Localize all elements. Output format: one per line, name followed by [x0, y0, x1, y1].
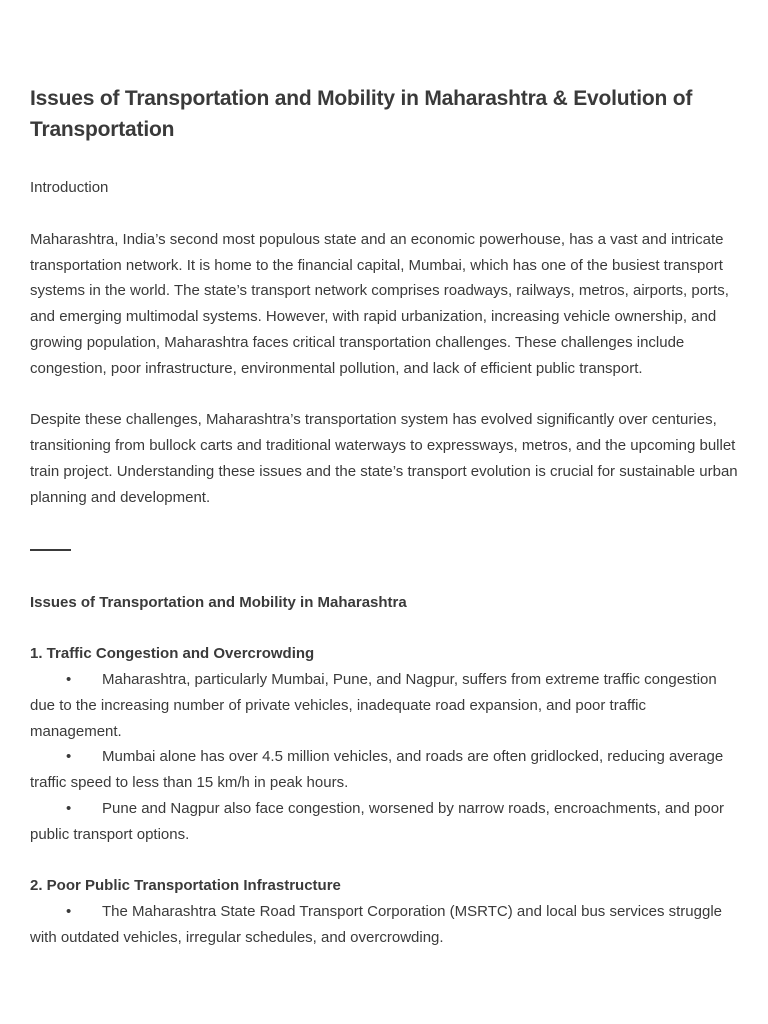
bullet-text: Mumbai alone has over 4.5 million vehicles, and roads are often gridlocked, reducing average traffic speed to less than 15 km/h in peak hours.	[30, 748, 724, 792]
intro-paragraph-1: Maharashtra, India’s second most populous state and an economic powerhouse, has a vast and intricate transportation network. It is home to the financial capital, Mumbai, which has one of the busiest transport systems in the world. The state’s transport network comprises roadways, railways, metros, airports, ports, and emerging multimodal systems. However, with rapid urbanization, increasing vehicle ownership, and growing population, Maharashtra faces critical transportation challenges. These challenges include congestion, poor infrastructure, environmental pollution, and lack of efficient public transport.	[30, 230, 729, 377]
subsection-heading-1: 1. Traffic Congestion and Overcrowding	[30, 645, 315, 663]
intro-label: Introduction	[30, 179, 109, 196]
bullet-item	[30, 744, 738, 796]
bullet-dot-icon: •	[66, 903, 72, 921]
bullet-dot-icon: •	[66, 670, 72, 688]
bullet-dot-icon: •	[66, 748, 72, 766]
bullet-dot-icon: •	[66, 799, 72, 817]
subsection-heading-2: 2. Poor Public Transportation Infrastructure	[30, 877, 341, 895]
bullet-text: The Maharashtra State Road Transport Corporation (MSRTC) and local bus services struggle with outdated vehicles, irregular schedules, and overcrowding.	[30, 903, 723, 946]
bullet-text: Pune and Nagpur also face congestion, worsened by narrow roads, encroachments, and poor public transport options.	[30, 799, 725, 843]
bullet-item	[30, 796, 738, 848]
document-title: Issues of Transportation and Mobility in Maharashtra & Evolution of Transportation	[30, 87, 693, 141]
bullet-item	[30, 667, 738, 744]
section-heading: Issues of Transportation and Mobility in Maharashtra	[30, 593, 407, 611]
bullet-item	[30, 899, 738, 951]
intro-paragraph-2: Despite these challenges, Maharashtra’s transportation system has evolved significantly over centuries, transitioning from bullock carts and traditional waterways to expressways, metros, and the upcoming bullet train project. Understanding these issues and the state’s transport evolution is crucial for sustainable urban planning and development.	[30, 411, 738, 506]
section-divider	[30, 549, 71, 551]
bullet-text: Maharashtra, particularly Mumbai, Pune, and Nagpur, suffers from extreme traffic congestion due to the increasing number of private vehicles, inadequate road expansion, and poor traffic management.	[30, 670, 717, 740]
